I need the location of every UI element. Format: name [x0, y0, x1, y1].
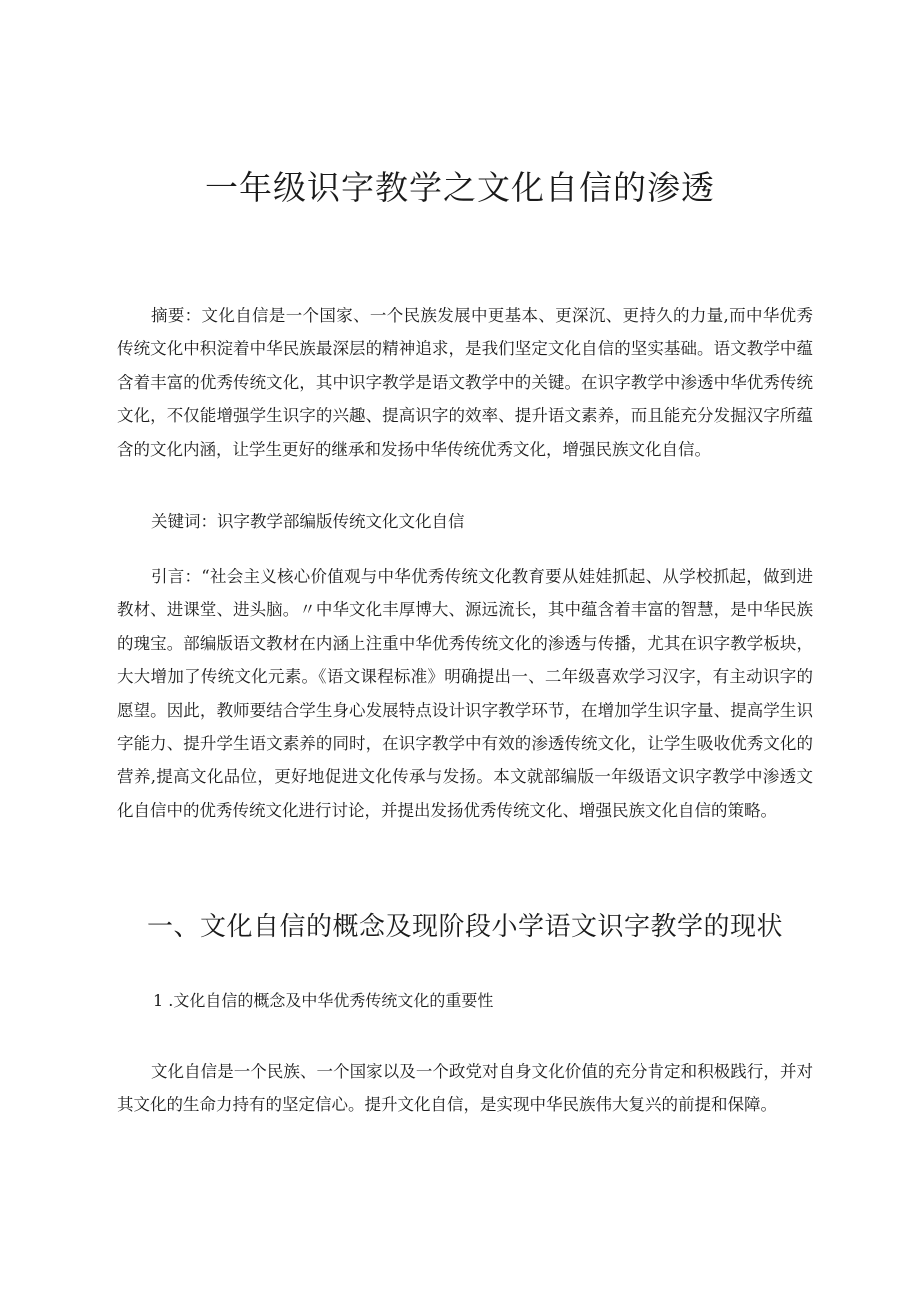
document-title: 一年级识字教学之文化自信的渗透	[205, 168, 715, 207]
subsection-heading: 1 .文化自信的概念及中华优秀传统文化的重要性	[153, 991, 494, 1010]
introduction-paragraph: 引言：“社会主义核心价值观与中华优秀传统文化教育要从娃娃抓起、从学校抓起，做到进教材、进课堂、进头脑。〃中华文化丰厚博大、源远流长，其中蕴含着丰富的智慧，是中华民族的瑰宝。部编版语文教材在内涵上注重中华优秀传统文化的渗透与传播，尤其在识字教学板块，大大增加了传统文化元素。《语文课程标准》明确提出一、二年级喜欢学习汉字，有主动识字的愿望。因此，教师要结合学生身心发展特点设计识字教学环节，在增加学生识字量、提高学生识字能力、提升学生语文素养的同时，在识字教学中有效的渗透传统文化，让学生吸收优秀文化的营养,提高文化品位，更好地促进文化传承与发扬。本文就部编版一年级语文识字教学中渗透文化自信中的优秀传统文化进行讨论，并提出发扬优秀传统文化、增强民族文化自信的策略。	[117, 567, 813, 820]
abstract-paragraph: 摘要：文化自信是一个国家、一个民族发展中更基本、更深沉、更持久的力量,而中华优秀传统文化中积淀着中华民族最深层的精神追求，是我们坚定文化自信的坚实基础。语文教学中蕴含着丰富的优秀传统文化，其中识字教学是语文教学中的关键。在识字教学中渗透中华优秀传统文化，不仅能增强学生识字的兴趣、提高识字的效率、提升语文素养，而且能充分发掘汉字所蕴含的文化内涵，让学生更好的继承和发扬中华传统优秀文化，增强民族文化自信。	[117, 306, 813, 459]
section-heading: 一、文化自信的概念及现阶段小学语文识字教学的现状	[146, 912, 783, 942]
body-paragraph: 文化自信是一个民族、一个国家以及一个政党对自身文化价值的充分肯定和积极践行，并对其文化的生命力持有的坚定信心。提升文化自信，是实现中华民族伟大复兴的前提和保障。	[117, 1062, 813, 1115]
keywords-paragraph: 关键词：识字教学部编版传统文化文化自信	[151, 512, 465, 531]
